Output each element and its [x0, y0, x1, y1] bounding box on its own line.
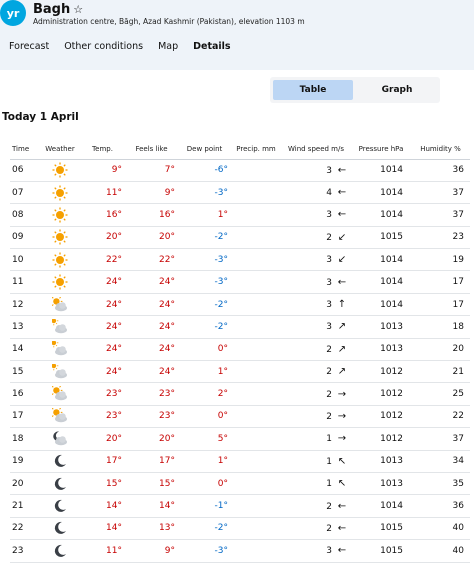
wind-speed: 1 — [326, 479, 332, 490]
table-row — [10, 159, 470, 181]
cell-dew-point: 0° — [178, 405, 231, 427]
cell-humidity: 36 — [411, 495, 470, 517]
table-view-button[interactable]: Table — [273, 80, 353, 100]
wind-direction-arrow-icon: ↗ — [337, 366, 347, 378]
table-row — [10, 271, 470, 293]
cell-wind — [281, 540, 351, 562]
table-row — [10, 495, 470, 517]
wind-direction-arrow-icon: ← — [337, 545, 347, 557]
wind-speed: 3 — [326, 255, 332, 266]
cloudy-icon — [40, 361, 80, 383]
cell-wind — [281, 472, 351, 494]
cell-feels-like: 7° — [125, 159, 178, 181]
cell-humidity: 20 — [411, 338, 470, 360]
wind-direction-arrow-icon: ↗ — [337, 321, 347, 333]
col-wind: Wind speed m/s — [281, 139, 351, 159]
cell-time: 12 — [10, 293, 40, 315]
cell-time: 08 — [10, 204, 40, 226]
col-pressure: Pressure hPa — [351, 139, 411, 159]
cell-precip — [231, 204, 281, 226]
cell-humidity: 23 — [411, 226, 470, 248]
wind-speed: 2 — [326, 501, 332, 512]
cell-pressure: 1015 — [351, 517, 411, 539]
cell-humidity: 40 — [411, 540, 470, 562]
cell-feels-like: 14° — [125, 495, 178, 517]
wind-direction-arrow-icon: ↙ — [337, 231, 347, 243]
cell-time: 19 — [10, 450, 40, 472]
wind-direction-arrow-icon: ↖ — [337, 455, 347, 467]
table-row — [10, 517, 470, 539]
cell-pressure: 1015 — [351, 226, 411, 248]
cell-time: 09 — [10, 226, 40, 248]
cell-pressure: 1014 — [351, 204, 411, 226]
day-title: Today 1 April — [2, 111, 79, 123]
cell-precip — [231, 226, 281, 248]
cell-temp: 14° — [80, 495, 125, 517]
cell-temp: 9° — [80, 159, 125, 181]
cell-temp: 23° — [80, 405, 125, 427]
sun-icon — [40, 159, 80, 181]
table-row — [10, 472, 470, 494]
partly-cloudy-icon — [40, 405, 80, 427]
cell-precip — [231, 338, 281, 360]
cell-temp: 24° — [80, 316, 125, 338]
cell-humidity: 35 — [411, 472, 470, 494]
table-row — [10, 405, 470, 427]
wind-direction-arrow-icon: ← — [337, 276, 347, 288]
cell-humidity: 19 — [411, 249, 470, 271]
cell-pressure: 1013 — [351, 338, 411, 360]
cell-temp: 14° — [80, 517, 125, 539]
cell-time: 06 — [10, 159, 40, 181]
cell-dew-point: 2° — [178, 383, 231, 405]
cell-humidity: 37 — [411, 204, 470, 226]
cell-temp: 23° — [80, 383, 125, 405]
wind-speed: 3 — [326, 277, 332, 288]
sun-icon — [40, 249, 80, 271]
wind-direction-arrow-icon: → — [337, 433, 347, 445]
cell-feels-like: 24° — [125, 271, 178, 293]
cell-humidity: 40 — [411, 517, 470, 539]
wind-direction-arrow-icon: ↗ — [337, 343, 347, 355]
sun-icon — [40, 226, 80, 248]
cell-pressure: 1014 — [351, 159, 411, 181]
cell-pressure: 1012 — [351, 383, 411, 405]
cell-dew-point: -3° — [178, 249, 231, 271]
cell-feels-like: 9° — [125, 181, 178, 203]
cell-pressure: 1014 — [351, 249, 411, 271]
sun-icon — [40, 181, 80, 203]
cell-dew-point: -3° — [178, 181, 231, 203]
cell-humidity: 17 — [411, 271, 470, 293]
table-row — [10, 338, 470, 360]
cell-time: 20 — [10, 472, 40, 494]
wind-speed: 3 — [326, 165, 332, 176]
cell-time: 17 — [10, 405, 40, 427]
cell-time: 18 — [10, 428, 40, 450]
view-toggle — [270, 77, 440, 103]
col-feels-like: Feels like — [125, 139, 178, 159]
cell-precip — [231, 383, 281, 405]
cell-humidity: 18 — [411, 316, 470, 338]
cell-precip — [231, 316, 281, 338]
cell-feels-like: 20° — [125, 428, 178, 450]
cell-wind — [281, 428, 351, 450]
cloudy-icon — [40, 316, 80, 338]
cell-pressure: 1015 — [351, 540, 411, 562]
cell-wind — [281, 450, 351, 472]
wind-speed: 2 — [326, 232, 332, 243]
wind-speed: 3 — [326, 300, 332, 311]
cell-dew-point: 0° — [178, 338, 231, 360]
cell-humidity: 22 — [411, 405, 470, 427]
wind-speed: 2 — [326, 411, 332, 422]
cell-precip — [231, 271, 281, 293]
col-time: Time — [10, 139, 40, 159]
moon-icon — [40, 517, 80, 539]
cell-temp: 11° — [80, 181, 125, 203]
cell-wind — [281, 271, 351, 293]
cell-time: 23 — [10, 540, 40, 562]
cell-feels-like: 23° — [125, 405, 178, 427]
wind-speed: 2 — [326, 367, 332, 378]
wind-direction-arrow-icon: ← — [337, 209, 347, 221]
header-bar — [0, 0, 474, 70]
cell-wind — [281, 495, 351, 517]
cell-precip — [231, 540, 281, 562]
cell-time: 22 — [10, 517, 40, 539]
cell-temp: 24° — [80, 361, 125, 383]
cell-pressure: 1014 — [351, 181, 411, 203]
cell-precip — [231, 293, 281, 315]
cell-humidity: 37 — [411, 428, 470, 450]
cell-precip — [231, 495, 281, 517]
cell-feels-like: 13° — [125, 517, 178, 539]
cell-time: 07 — [10, 181, 40, 203]
nav-details[interactable]: Details — [193, 41, 231, 52]
col-dew-point: Dew point — [178, 139, 231, 159]
cell-time: 15 — [10, 361, 40, 383]
moon-icon — [40, 495, 80, 517]
cell-temp: 24° — [80, 338, 125, 360]
cell-humidity: 37 — [411, 181, 470, 203]
cell-pressure: 1012 — [351, 405, 411, 427]
wind-speed: 3 — [326, 322, 332, 333]
cell-time: 13 — [10, 316, 40, 338]
table-row — [10, 316, 470, 338]
cell-dew-point: -2° — [178, 316, 231, 338]
cell-pressure: 1014 — [351, 271, 411, 293]
cell-temp: 24° — [80, 293, 125, 315]
cell-pressure: 1013 — [351, 472, 411, 494]
cell-dew-point: 1° — [178, 361, 231, 383]
cell-precip — [231, 517, 281, 539]
cell-temp: 22° — [80, 249, 125, 271]
cell-dew-point: 0° — [178, 472, 231, 494]
cell-wind — [281, 338, 351, 360]
cell-wind — [281, 361, 351, 383]
partly-cloudy-icon — [40, 293, 80, 315]
wind-direction-arrow-icon: → — [337, 388, 347, 400]
table-row — [10, 383, 470, 405]
favorite-star-icon[interactable]: ☆ — [73, 3, 84, 16]
col-weather: Weather — [40, 139, 80, 159]
cell-time: 21 — [10, 495, 40, 517]
cell-temp: 20° — [80, 226, 125, 248]
table-header-row — [10, 139, 470, 159]
cell-humidity: 36 — [411, 159, 470, 181]
wind-direction-arrow-icon: ↙ — [337, 254, 347, 266]
cell-precip — [231, 361, 281, 383]
cell-feels-like: 9° — [125, 540, 178, 562]
cell-dew-point: 5° — [178, 428, 231, 450]
place-name: Bagh — [33, 2, 71, 17]
wind-direction-arrow-icon: ↑ — [337, 299, 347, 311]
cell-humidity: 17 — [411, 293, 470, 315]
table-row — [10, 450, 470, 472]
cell-wind — [281, 293, 351, 315]
wind-speed: 1 — [326, 434, 332, 445]
cell-pressure: 1013 — [351, 316, 411, 338]
cell-pressure: 1012 — [351, 428, 411, 450]
cell-precip — [231, 472, 281, 494]
cell-temp: 17° — [80, 450, 125, 472]
sun-icon — [40, 204, 80, 226]
cell-wind — [281, 405, 351, 427]
cell-pressure: 1012 — [351, 361, 411, 383]
night-cloud-icon — [40, 428, 80, 450]
wind-direction-arrow-icon: ← — [337, 164, 347, 176]
cell-precip — [231, 428, 281, 450]
partly-cloudy-icon — [40, 383, 80, 405]
table-row — [10, 540, 470, 562]
cell-dew-point: -6° — [178, 159, 231, 181]
cell-dew-point: -2° — [178, 226, 231, 248]
yr-logo-icon[interactable]: yr — [0, 0, 26, 26]
cell-precip — [231, 249, 281, 271]
wind-speed: 4 — [326, 188, 332, 199]
place-title — [33, 2, 83, 17]
cell-humidity: 25 — [411, 383, 470, 405]
cell-wind — [281, 316, 351, 338]
col-precip: Precip. mm — [231, 139, 281, 159]
wind-speed: 2 — [326, 523, 332, 534]
cell-time: 10 — [10, 249, 40, 271]
wind-speed: 2 — [326, 344, 332, 355]
cell-wind — [281, 226, 351, 248]
nav-forecast[interactable]: Forecast — [9, 41, 50, 52]
cell-time: 16 — [10, 383, 40, 405]
cell-temp: 11° — [80, 540, 125, 562]
wind-speed: 2 — [326, 389, 332, 400]
cell-feels-like: 16° — [125, 204, 178, 226]
table-body — [10, 159, 470, 562]
wind-direction-arrow-icon: ↖ — [337, 478, 347, 490]
cell-temp: 15° — [80, 472, 125, 494]
col-humidity: Humidity % — [411, 139, 470, 159]
cell-humidity: 34 — [411, 450, 470, 472]
nav-map[interactable]: Map — [158, 41, 179, 52]
cell-precip — [231, 450, 281, 472]
cell-feels-like: 22° — [125, 249, 178, 271]
cell-feels-like: 24° — [125, 338, 178, 360]
cell-wind — [281, 249, 351, 271]
table-row — [10, 181, 470, 203]
cell-pressure: 1013 — [351, 450, 411, 472]
cell-humidity: 21 — [411, 361, 470, 383]
table-row — [10, 428, 470, 450]
cell-pressure: 1014 — [351, 495, 411, 517]
cell-dew-point: 1° — [178, 450, 231, 472]
col-temp: Temp. — [80, 139, 125, 159]
nav-other-conditions[interactable]: Other conditions — [64, 41, 144, 52]
cloudy-icon — [40, 338, 80, 360]
wind-direction-arrow-icon: ← — [337, 187, 347, 199]
wind-direction-arrow-icon: → — [337, 410, 347, 422]
table-row — [10, 226, 470, 248]
cell-wind — [281, 383, 351, 405]
forecast-table — [10, 139, 470, 563]
table-row — [10, 249, 470, 271]
graph-view-button[interactable]: Graph — [381, 85, 413, 95]
wind-speed: 1 — [326, 456, 332, 467]
table-row — [10, 293, 470, 315]
place-subtitle: Administration centre, Bāgh, Azad Kashmir (Pakistan), elevation 1103 m — [33, 17, 305, 26]
wind-speed: 3 — [326, 210, 332, 221]
cell-wind — [281, 204, 351, 226]
cell-temp: 20° — [80, 428, 125, 450]
cell-feels-like: 24° — [125, 293, 178, 315]
cell-time: 11 — [10, 271, 40, 293]
cell-precip — [231, 181, 281, 203]
cell-feels-like: 24° — [125, 316, 178, 338]
cell-time: 14 — [10, 338, 40, 360]
cell-wind — [281, 517, 351, 539]
cell-feels-like: 15° — [125, 472, 178, 494]
cell-dew-point: -1° — [178, 495, 231, 517]
cell-wind — [281, 159, 351, 181]
moon-icon — [40, 540, 80, 562]
wind-direction-arrow-icon: ← — [337, 522, 347, 534]
cell-pressure: 1014 — [351, 293, 411, 315]
cell-temp: 24° — [80, 271, 125, 293]
cell-wind — [281, 181, 351, 203]
cell-dew-point: -2° — [178, 293, 231, 315]
main-nav — [9, 41, 231, 52]
cell-dew-point: -3° — [178, 540, 231, 562]
moon-icon — [40, 450, 80, 472]
cell-dew-point: 1° — [178, 204, 231, 226]
cell-feels-like: 20° — [125, 226, 178, 248]
wind-direction-arrow-icon: ← — [337, 500, 347, 512]
cell-feels-like: 17° — [125, 450, 178, 472]
cell-precip — [231, 159, 281, 181]
cell-dew-point: -3° — [178, 271, 231, 293]
wind-speed: 3 — [326, 546, 332, 557]
cell-feels-like: 23° — [125, 383, 178, 405]
sun-icon — [40, 271, 80, 293]
cell-dew-point: -2° — [178, 517, 231, 539]
cell-precip — [231, 405, 281, 427]
cell-temp: 16° — [80, 204, 125, 226]
moon-icon — [40, 472, 80, 494]
table-row — [10, 204, 470, 226]
cell-feels-like: 24° — [125, 361, 178, 383]
table-row — [10, 361, 470, 383]
